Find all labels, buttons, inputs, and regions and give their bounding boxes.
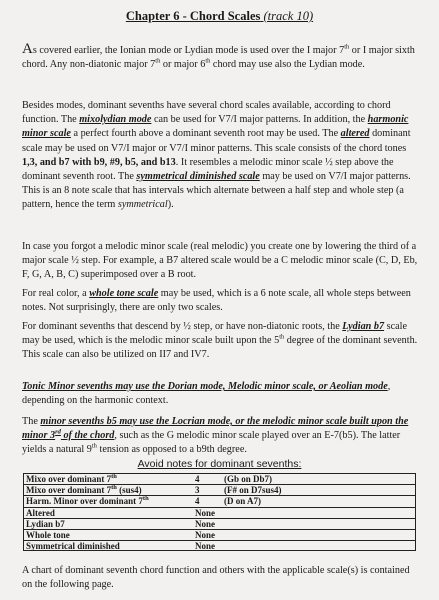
term-altered: altered: [340, 128, 370, 140]
paragraph-minor-b5: The minor sevenths b5 may use the Locrian mode, or the melodic minor scale built upon the minor 3rd of the chord, such as the G melodic minor scale played over an E-7(b5). The latter yields a natural 9th tension as opposed to a b9th degree.: [22, 416, 409, 456]
table-row: Mixo over dominant 7th (sus4) 3 (F# on D7sus4): [24, 485, 415, 496]
drop-cap: A: [22, 41, 33, 57]
chapter-title-text: Chapter 6 - Chord Scales: [125, 9, 261, 23]
track-label: (track 10): [263, 9, 314, 23]
paragraph-lydian-b7: For dominant sevenths that descend by ½ step, or have non-diatonic roots, the Lydian b7 scale may be used, which is the melodic minor scale built upon the 5th degree of the dominant seventh. This scale can also be utilized on II7 and IV7.: [22, 321, 418, 361]
table-row: Lydian b7 None: [24, 518, 415, 529]
table-row: Whole tone None: [24, 529, 415, 540]
avoid-notes-title: Avoid notes for dominant sevenths:: [137, 458, 302, 470]
paragraph-ionian-lydian: As covered earlier, the Ionian mode or Lydian mode is used over the I major 7th or I major sixth chord. Any non-diatonic major 7th or major 6th chord may use also the Lydian mode.: [22, 41, 415, 71]
table-row: Harm. Minor over dominant 7th 4 (D on A7): [24, 496, 415, 507]
altered-tones: 1,3, and b7 with b9, #9, b5, and b13: [22, 156, 176, 168]
chapter-title: [0, 9, 439, 24]
term-harmonic-minor: harmonic minor scale: [22, 114, 409, 140]
paragraph-tonic-minor: Tonic Minor sevenths may use the Dorian mode, Melodic minor scale, or Aeolian mode, depending on the harmonic context.: [22, 381, 391, 407]
table-row: Mixo over dominant 7th 4 (Gb on Db7): [24, 474, 415, 485]
table-row: Symmetrical diminished None: [24, 541, 415, 552]
paragraph-whole-tone: For real color, a whole tone scale may be used, which is a 6 note scale, all whole steps between notes. Not surprisingly, there are only two scales.: [22, 288, 411, 314]
term-tonic-minor: Tonic Minor sevenths may use the Dorian mode, Melodic minor scale, or Aeolian mode: [22, 381, 388, 392]
term-symmetrical-diminished: symmetrical diminished scale: [136, 171, 260, 183]
term-whole-tone: whole tone scale: [89, 288, 159, 299]
table-row: Altered None: [24, 507, 415, 518]
paragraph-chart-note: A chart of dominant seventh chord function and others with the applicable scale(s) is contained on the following page.: [22, 565, 410, 591]
avoid-notes-table: [23, 473, 416, 551]
term-lydian-b7: Lydian b7: [342, 321, 385, 332]
term-minor-b5: minor sevenths b5 may use the Locrian mode, or the melodic minor scale built upon the minor 3: [22, 416, 409, 442]
paragraph-melodic-minor: In case you forgot a melodic minor scale (real melodic) you create one by lowering the third of a major scale ½ step. For example, a B7 altered scale would be a C melodic minor scale (C, D, Eb, F, G, A, B, C) superimposed over a B root.: [22, 241, 418, 281]
term-mixolydian: mixolydian mode: [79, 114, 152, 126]
paragraph-dominant-scales: Besides modes, dominant sevenths have several chord scales available, according to chord function. The mixolydian mode can be used for V7/I major patterns. In addition, the harmonic minor scale a perfect fourth above a dominant seventh root may be used. The altered dominant scale may be used on V7/I major or V7/I minor patterns. This scale consists of the chord tones 1,3, and b7 with b9, #9, b5, and b13. It resembles a melodic minor scale ½ step above the dominant seventh root. The symmetrical diminished scale may be used on V7/I major patterns. This is an 8 note scale that has intervals which alternate between a half step and whole step (a pattern, hence the term symmetrical).: [22, 100, 411, 211]
